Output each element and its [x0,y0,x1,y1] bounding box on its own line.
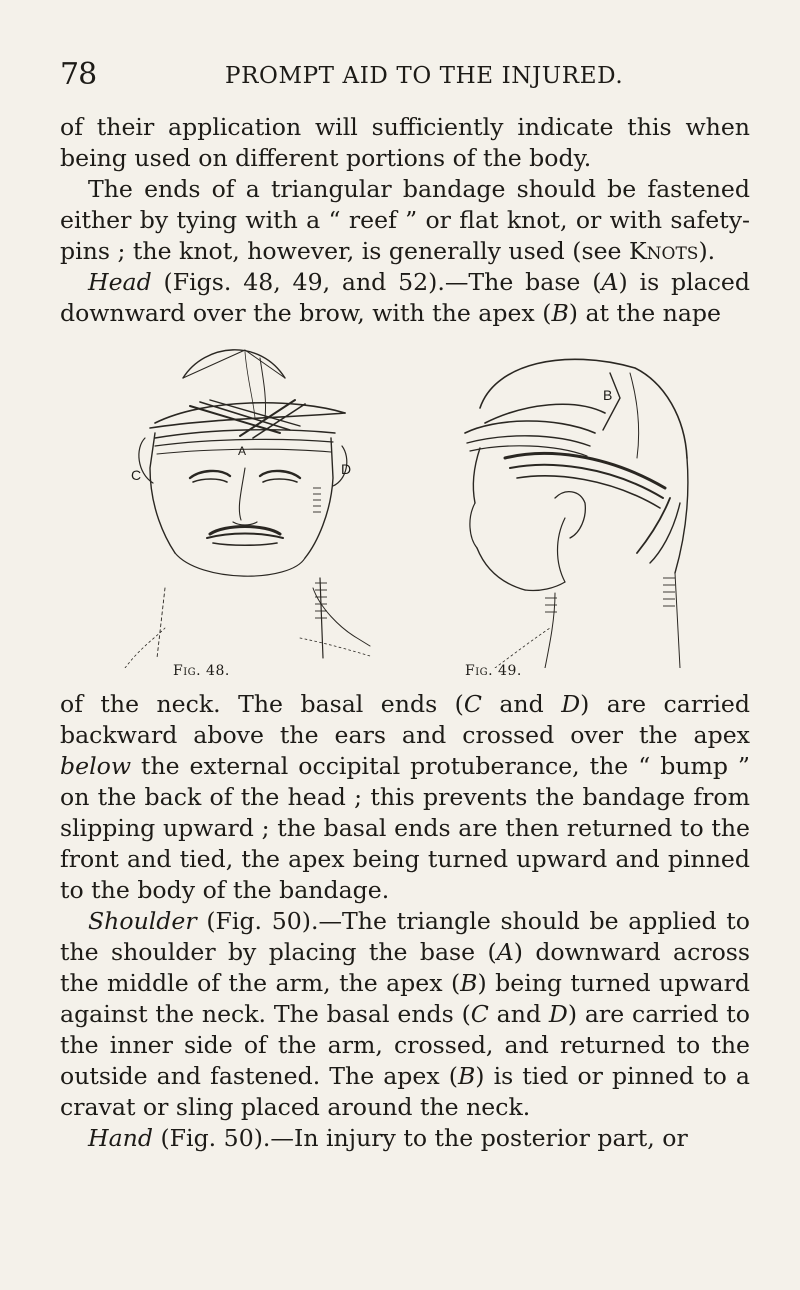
text-block-top [60,112,750,329]
letter-reference: C [470,1000,489,1028]
figure-label-d: D [341,461,352,477]
paragraph-text: ) being turned upward against the neck. The basal ends ( [60,969,750,1028]
letter-reference: B [460,969,478,997]
figure-label-a: A [238,444,247,458]
paragraph-text: The ends of a triangular bandage should be fastened either by tying with a “ reef ” or flat knot, or with safety-pins ; the knot, however, is generally used (see [60,175,750,265]
figure-48-caption: Fig. 48. [173,663,230,679]
paragraph-text: ) is tied or pinned to a cravat or sling placed around the neck. [60,1062,750,1121]
figure-label-c: C [131,467,142,483]
figure-label-b: B [603,387,613,403]
paragraph-text: ). [698,237,716,265]
paragraph-text: (Fig. 50).—In injury to the posterior part, or [152,1124,688,1152]
section-label-head: Head [88,268,152,296]
paragraph-text: ) are carried backward above the ears and crossed over the apex [60,690,750,749]
figure-48 [95,338,395,678]
paragraph-hand [60,1123,750,1154]
section-label-hand: Hand [88,1124,153,1152]
paragraph-text: ) are carried to the inner side of the arm, crossed, and returned to the outside and fastened. The apex ( [60,1000,750,1090]
page-number: 78 [60,57,97,92]
paragraph-text: ) is placed downward over the brow, with the apex ( [60,268,750,327]
head-side-illustration [405,338,705,668]
paragraph-text: of the neck. The basal ends ( [60,690,464,718]
paragraph-text: ) downward across the middle of the arm, the apex ( [60,938,750,997]
letter-reference: B [551,299,569,327]
paragraph-continuation [60,112,750,174]
text-block-bottom [60,689,750,1154]
paragraph-text: and [488,1000,549,1028]
letter-reference: C [463,690,482,718]
paragraph-text: the external occipital protuberance, the “ bump ” on the back of the head ; this prevents the bandage from slipping upward ; the basal ends are then returned to the front and tied, the apex being turned upward and pinned to the body of the bandage. [60,752,750,904]
figure-row [95,338,715,678]
letter-reference: B [457,1062,476,1090]
letter-reference: D [561,690,581,718]
head-front-illustration [95,338,395,668]
paragraph-shoulder [60,906,750,1123]
paragraph-head-continued [60,689,750,906]
paragraph-text: of their application will sufficiently indicate this when being used on different portions of the body. [60,113,750,172]
emphasis-below: below [60,752,132,780]
running-head [60,58,750,92]
paragraph-text: (Fig. 50).—The triangle should be applied to the shoulder by placing the base ( [60,907,750,966]
running-title: PROMPT AID TO THE INJURED. [225,63,624,89]
letter-reference: A [601,268,619,296]
letter-reference: A [496,938,514,966]
paragraph-text: and [481,690,562,718]
letter-reference: D [548,1000,568,1028]
section-label-shoulder: Shoulder [88,907,197,935]
paragraph-text: (Figs. 48, 49, and 52).—The base ( [151,268,602,296]
figure-49-caption: Fig. 49. [465,663,522,679]
paragraph-head [60,267,750,329]
paragraph-text: ) at the nape [568,299,722,327]
figure-49 [405,338,705,678]
cross-reference-knots: Knots [629,237,699,265]
paragraph-fastening [60,174,750,267]
